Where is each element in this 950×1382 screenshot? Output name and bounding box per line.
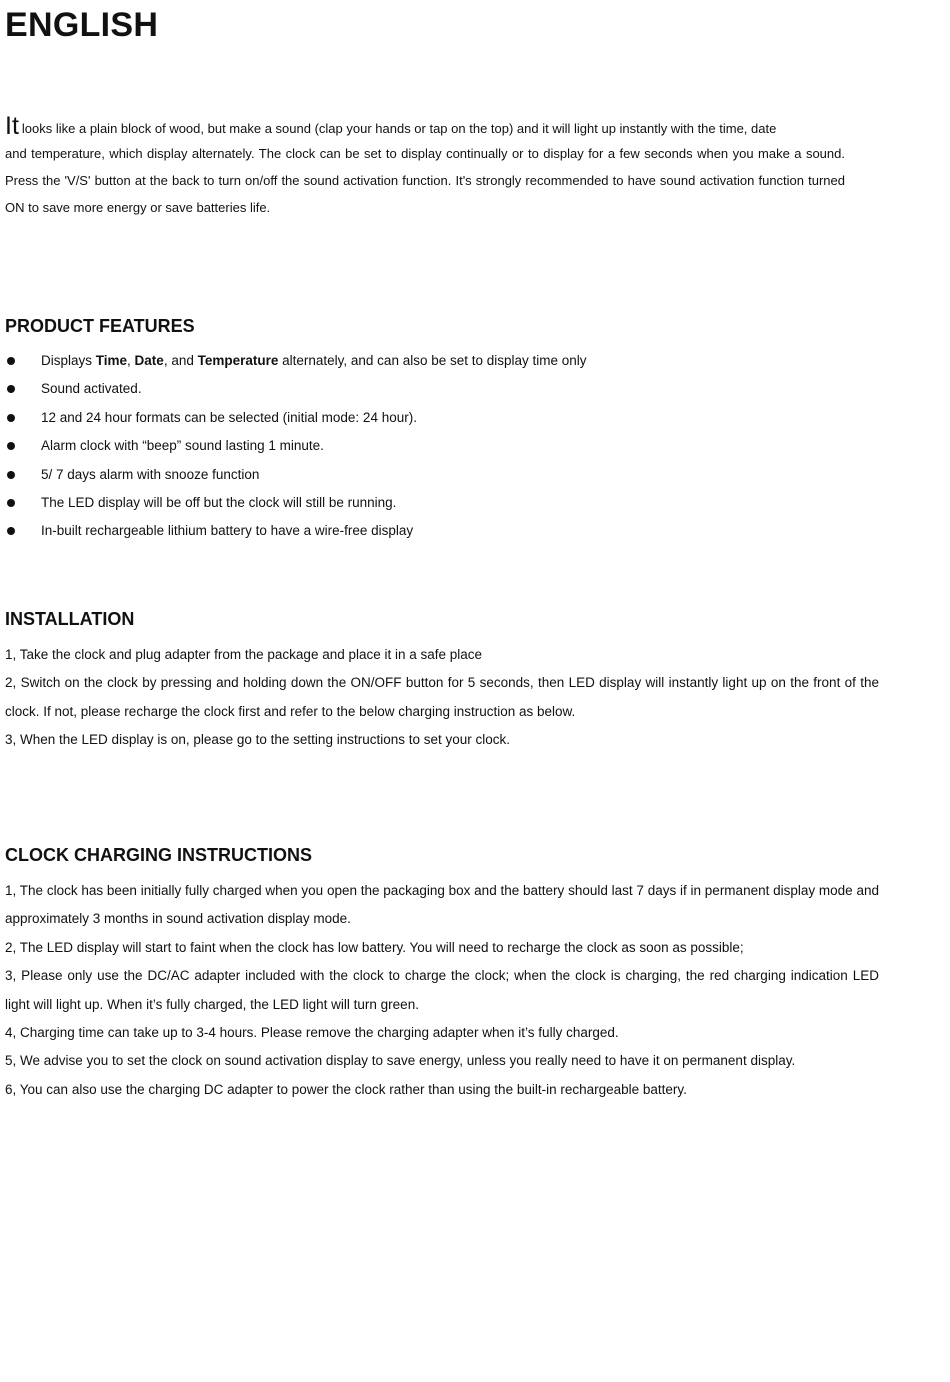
charging-steps	[5, 877, 879, 1104]
bullet-icon	[7, 471, 15, 479]
feature-text: 5/ 7 days alarm with snooze function	[41, 466, 260, 482]
feature-item	[5, 517, 587, 545]
bullet-icon	[7, 442, 15, 450]
feature-item	[5, 489, 587, 517]
intro-dropcap: It	[5, 112, 19, 140]
charging-step: 2, The LED display will start to faint when the clock has low battery. You will need to recharge the clock as soon as possible;	[5, 939, 744, 955]
installation-heading: INSTALLATION	[5, 609, 135, 629]
installation-step: 3, When the LED display is on, please go to the setting instructions to set your clock.	[5, 732, 511, 748]
bullet-icon	[7, 357, 15, 365]
feature-item	[5, 375, 587, 403]
charging-step: 4, Charging time can take up to 3-4 hours. Please remove the charging adapter when it’s fully charged.	[5, 1025, 619, 1041]
feature-text: Alarm clock with “beep” sound lasting 1 minute.	[41, 438, 324, 454]
feature-bold-time: Time	[95, 353, 128, 368]
feature-item	[5, 461, 587, 489]
feature-bold-temperature: Temperature	[197, 353, 279, 368]
feature-item	[5, 432, 587, 460]
features-list	[5, 347, 587, 546]
charging-step: 5, We advise you to set the clock on sound activation display to save energy, unless you really need to have it on permanent display.	[5, 1053, 796, 1069]
charging-step: 1, The clock has been initially fully charged when you open the packaging box and the battery should last 7 days if in permanent display mode and approximately 3 months in sound activation display mode.	[5, 883, 879, 927]
feature-text: Displays	[41, 353, 96, 368]
intro-paragraph	[5, 104, 845, 221]
feature-bold-date: Date	[134, 353, 164, 368]
intro-first-line-text: looks like a plain block of wood, but make a sound (clap your hands or tap on the top) and it will light up instantly with the time, date	[21, 121, 777, 136]
charging-step: 6, You can also use the charging DC adapter to power the clock rather than using the built-in rechargeable battery.	[5, 1081, 687, 1097]
page-title: ENGLISH	[5, 6, 159, 44]
feature-item	[5, 347, 587, 375]
feature-text: In-built rechargeable lithium battery to have a wire-free display	[41, 523, 414, 539]
bullet-icon	[7, 499, 15, 507]
feature-item	[5, 404, 587, 432]
feature-text: The LED display will be off but the clock will still be running.	[41, 494, 397, 510]
features-heading: PRODUCT FEATURES	[5, 316, 195, 336]
feature-text: Sound activated.	[41, 381, 142, 397]
charging-step: 3, Please only use the DC/AC adapter included with the clock to charge the clock; when the clock is charging, the red charging indication LED light will light up. When it’s fully charged, the LED light will turn green.	[5, 968, 879, 1012]
bullet-icon	[7, 527, 15, 535]
charging-heading: CLOCK CHARGING INSTRUCTIONS	[5, 845, 312, 865]
installation-steps	[5, 641, 879, 755]
feature-text: ,	[127, 353, 135, 368]
feature-text: 12 and 24 hour formats can be selected (initial mode: 24 hour).	[41, 409, 417, 425]
bullet-icon	[7, 385, 15, 393]
installation-step: 1, Take the clock and plug adapter from the package and place it in a safe place	[5, 647, 483, 662]
bullet-icon	[7, 414, 15, 422]
intro-first-line	[5, 104, 845, 140]
feature-text: alternately, and can also be set to display time only	[278, 353, 587, 368]
intro-body-text: and temperature, which display alternately. The clock can be set to display continually or to display for a few seconds when you make a sound. Press the 'V/S' button at the back to turn on/off the sound activation function. It's strongly recommended to have sound activation function turned ON to save more energy or save batteries life.	[5, 146, 845, 215]
feature-text: , and	[163, 353, 198, 368]
installation-step: 2, Switch on the clock by pressing and holding down the ON/OFF button for 5 seconds, then LED display will instantly light up on the front of the clock. If not, please recharge the clock first and refer to the below charging instruction as below.	[5, 675, 879, 719]
